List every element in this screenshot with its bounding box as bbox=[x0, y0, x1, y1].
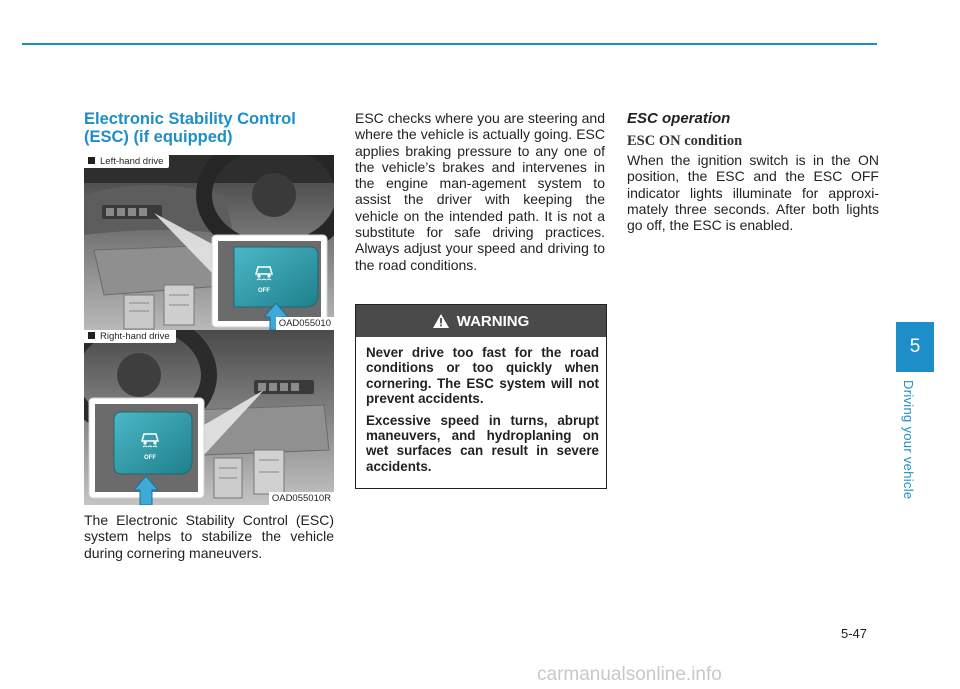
button-off-text-2: OFF bbox=[144, 455, 156, 461]
warning-para-1: Never drive too fast for the road conditions or too quickly when cornering. The ESC system will not prevent accidents. bbox=[366, 345, 599, 407]
dashboard-photo-rhd bbox=[84, 330, 334, 505]
warning-box bbox=[355, 304, 607, 489]
page-number: 5-47 bbox=[841, 626, 868, 641]
warning-para-2: Excessive speed in turns, abrupt maneuvers, and hydroplaning on wet surfaces can result in severe accidents. bbox=[366, 412, 599, 474]
warning-header bbox=[356, 305, 606, 337]
section-title-line2: (ESC) (if equipped) bbox=[84, 128, 233, 146]
esc-on-paragraph: When the ignition switch is in the ON position, the ESC and the ESC OFF indicator lights illuminate for approxi-mately three seconds. After both lights go off, the ESC is enabled. bbox=[627, 152, 879, 234]
figure-label-lhd: Left-hand drive bbox=[84, 155, 169, 168]
figure-left-hand-drive bbox=[84, 155, 334, 330]
esc-checks-paragraph: ESC checks where you are steering and where the vehicle is actually going. ESC applies braking pressure to any one of the vehicle’s brakes and intervenes in the engine man-agement system to assist the driver with keeping the vehicle on the intended path. It is not a substitute for safe driving practices. Always adjust your speed and driving to the road conditions. bbox=[355, 110, 605, 273]
warning-triangle-icon bbox=[433, 314, 449, 328]
esc-on-condition-heading: ESC ON condition bbox=[627, 133, 743, 149]
chapter-name: Driving your vehicle bbox=[901, 380, 916, 500]
figure-code-rhd: OAD055010R bbox=[269, 492, 334, 505]
figure-right-hand-drive bbox=[84, 330, 334, 505]
chapter-number-tab: 5 bbox=[896, 322, 934, 372]
intro-paragraph: The Electronic Stability Control (ESC) system helps to stabilize the vehicle during cornering maneuvers. bbox=[84, 512, 334, 561]
warning-body bbox=[356, 337, 606, 474]
section-title bbox=[84, 110, 344, 146]
section-title-line1: Electronic Stability Control bbox=[84, 110, 296, 128]
esc-operation-heading: ESC operation bbox=[627, 110, 731, 127]
figure-label-rhd: Right-hand drive bbox=[84, 330, 176, 343]
figure-code-lhd: OAD055010 bbox=[276, 317, 334, 330]
top-rule bbox=[22, 43, 877, 45]
button-off-text-1: OFF bbox=[258, 288, 270, 294]
watermark: carmanualsonline.info bbox=[537, 664, 722, 685]
dashboard-photo-lhd bbox=[84, 155, 334, 330]
warning-title: WARNING bbox=[456, 312, 530, 330]
